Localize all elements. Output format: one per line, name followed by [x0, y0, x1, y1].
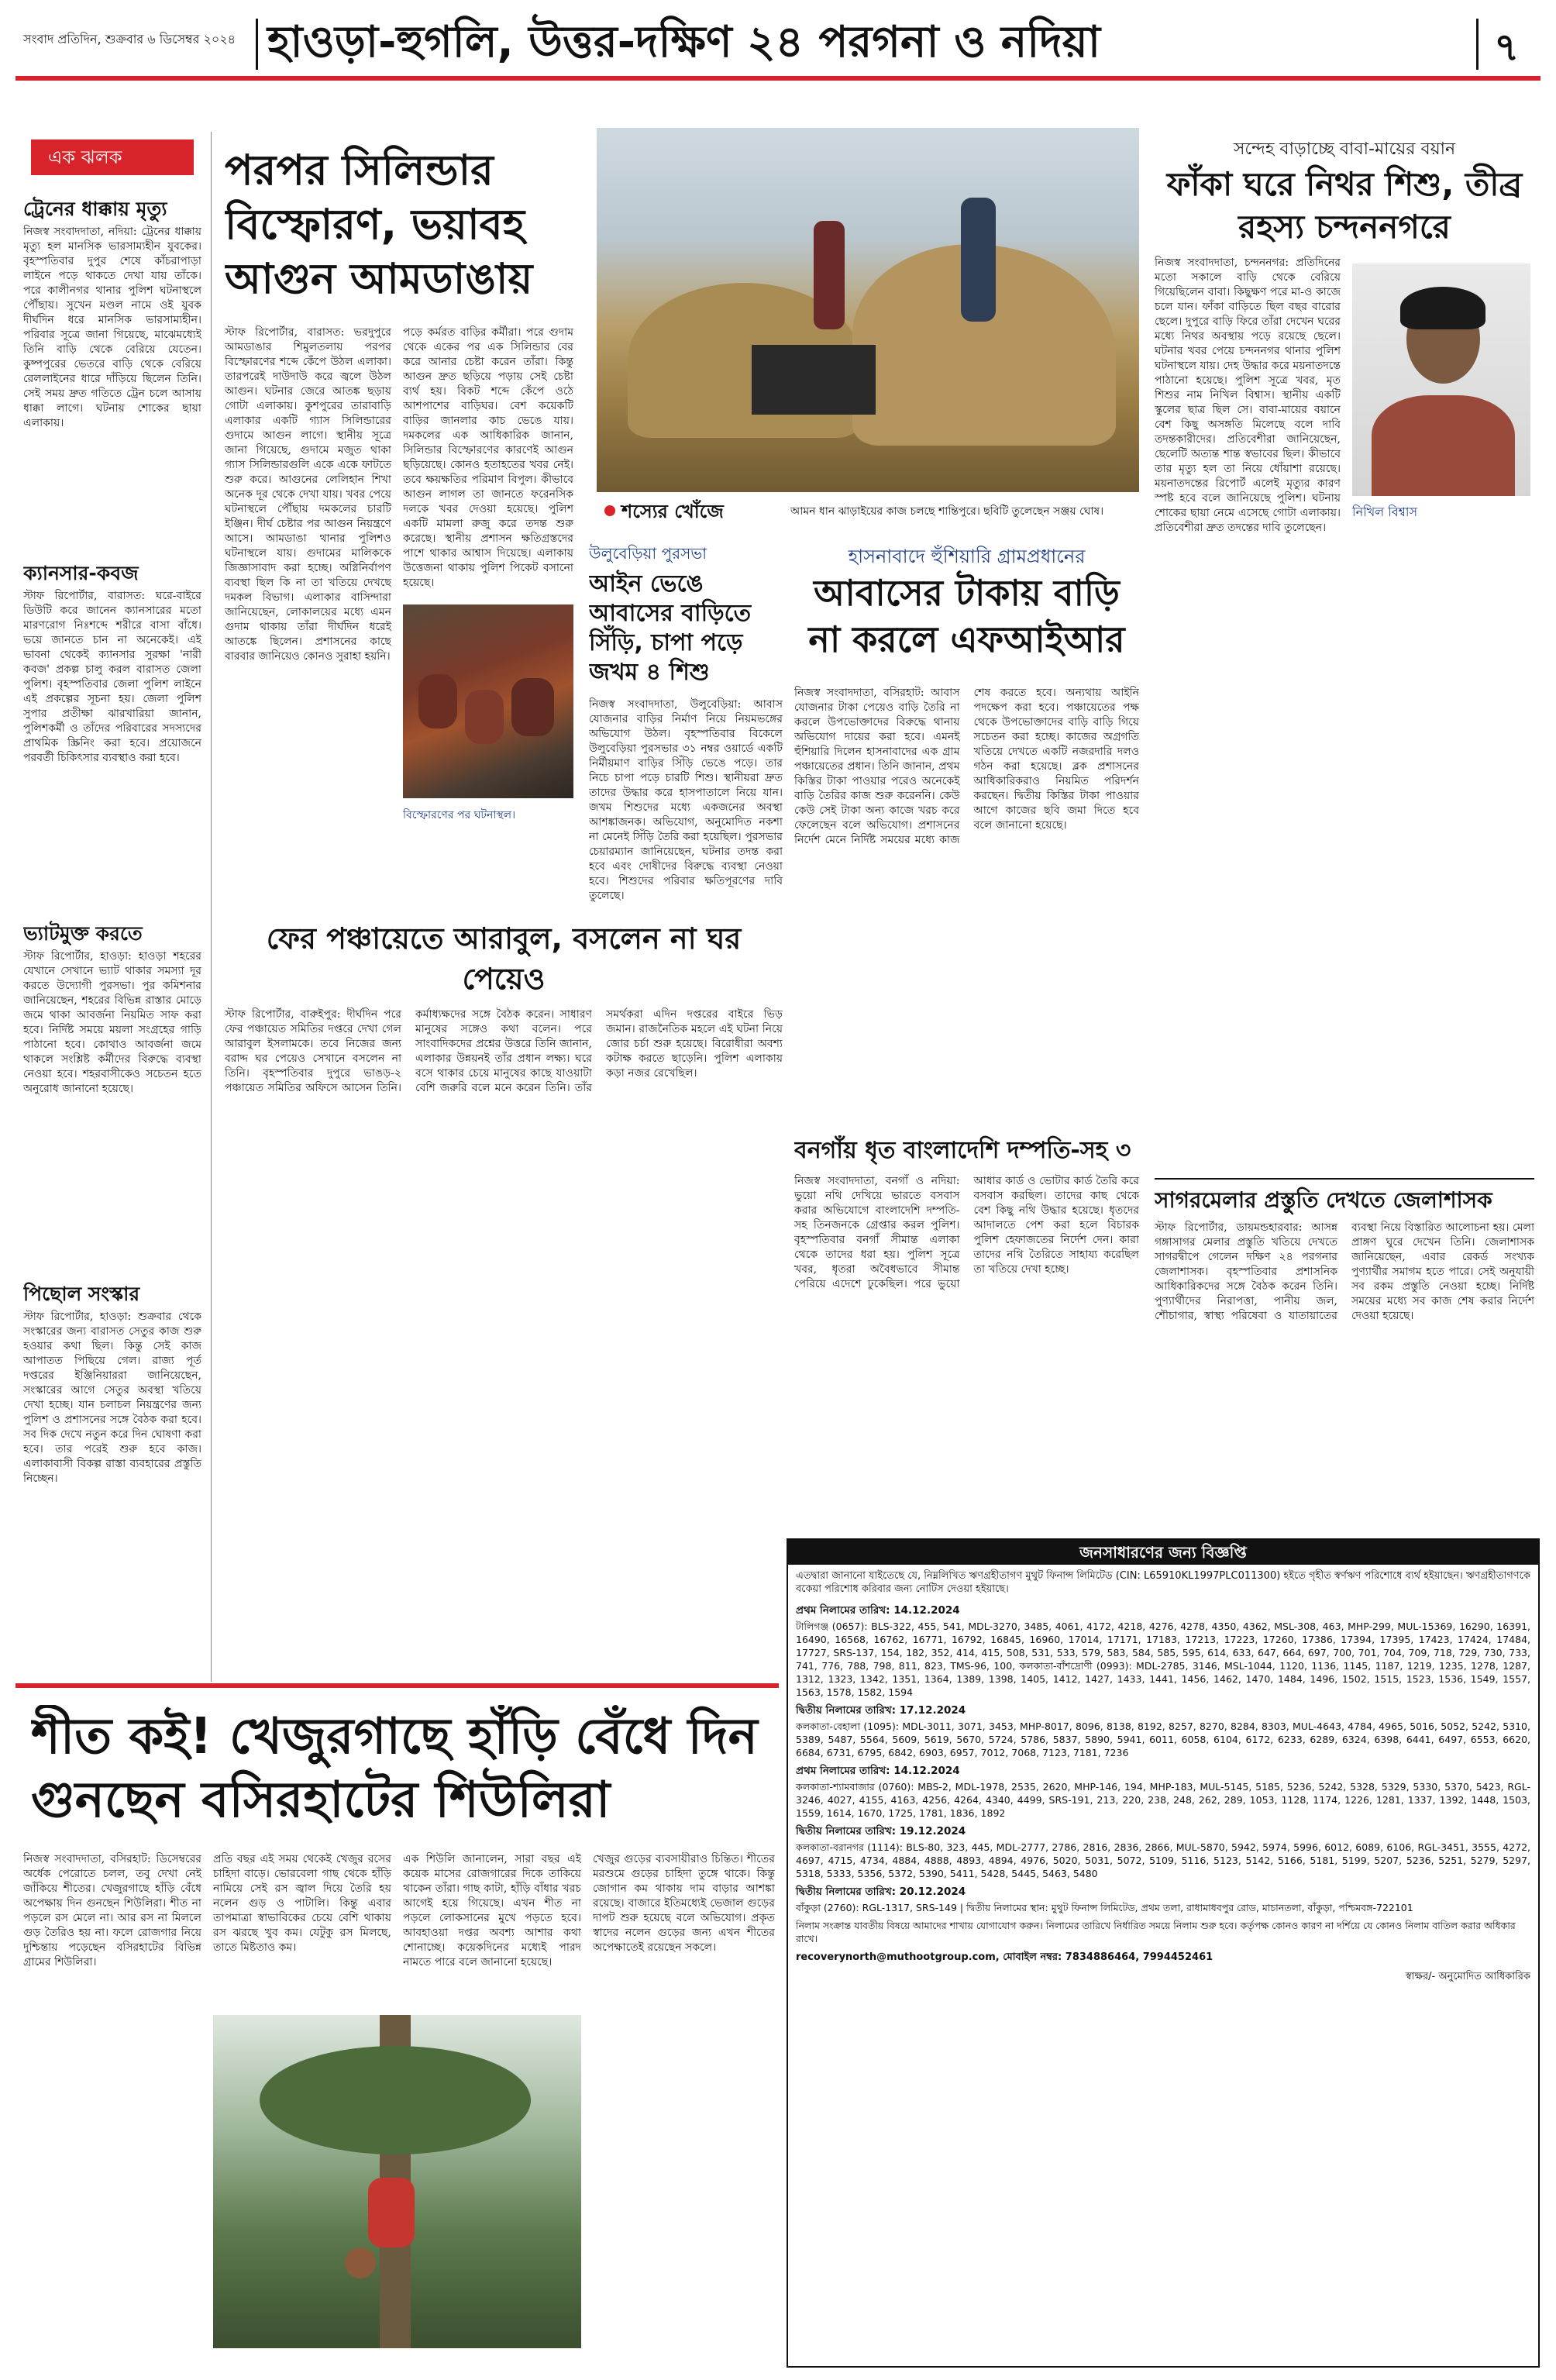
notice-section-0	[788, 1600, 1538, 1700]
notice-date-label: দ্বিতীয় নিলামের তারিখ: 20.12.2024	[796, 1886, 966, 1898]
item1-body: নিজস্ব সংবাদদাতা, নদিয়া: ট্রেনের ধাক্কায় মৃত্যু হল মানসিক ভারসাম্যহীন যুবকের। বৃহস্পতিবার দুপুর শেষে কাঁচরাপাড়া লাইনে পড়ে থাকতে দেখা যায় তাঁকে। পরে কালীনগর থানার পুলিশ ঘটনাস্থলে পৌঁছায়। সুখেন মণ্ডল নামে ওই যুবক দীর্ঘদিন ধরে মানসিক ভারসাম্যহীন। পরিবার সূত্রে জানা গিয়েছে, মাঝেমধ্যেই তিনি বাড়ি থেকে বেরিয়ে যেতেন। কুষ্পপুরের ভেতরে বাড়ি থেকে বেরিয়ে রেললাইনের ধারে দাঁড়িয়ে ছিলেন তিনি। সেই সময় দ্রুত গতিতে ট্রেন চলে আসায় ধাক্কা লাগে। ঘটনায় শোকের ছায়া এলাকায়।	[23, 226, 201, 429]
araabul-body: স্টাফ রিপোর্টার, বারুইপুর: দীর্ঘদিন পরে ফের পঞ্চায়েত সমিতির দপ্তরে দেখা গেল আরাবুল ইসলামকে। তবে নিজের জন্য বরাদ্দ ঘর পেয়েও সেখানে বসলেন না তিনি। বৃহস্পতিবার দুপুরে ভাঙড়-২ পঞ্চায়েত সমিতির অফিসে আসেন তিনি। কর্মাধ্যক্ষদের সঙ্গে বৈঠক করেন। সাধারণ মানুষের সঙ্গেও কথা বলেন। পরে সাংবাদিকদের প্রশ্নের উত্তরে তিনি জানান, এলাকার উন্নয়নই তাঁর প্রধান লক্ষ্য। ঘরে বসে থাকার চেয়ে মানুষের কাছে যাওয়াটা বেশি জরুরি বলে মনে করেন তিনি। তাঁর সমর্থকরা এদিন দপ্তরের বাইরে ভিড় জমান। রাজনৈতিক মহলে এই ঘটনা নিয়ে জোর চর্চা শুরু হয়েছে। বিরোধীরা অবশ্য কটাক্ষ করতে ছাড়েনি। পুলিশ এলাকায় কড়া নজর রেখেছিল।	[225, 1008, 783, 1094]
item4-headline: পিছোল সংস্কার	[23, 1283, 140, 1305]
bongaon-body: নিজস্ব সংবাদদাতা, বনগাঁ ও নদিয়া: ভুয়ো নথি দেখিয়ে ভারতে বসবাস করার অভিযোগে বাংলাদেশি দম্পতি-সহ তিনজনকে গ্রেপ্তার করল পুলিশ। বৃহস্পতিবার বনগাঁ সীমান্ত এলাকা থেকে তাদের ধরা হয়। পুলিশ সূত্রে খবর, ধৃতরা অবৈধভাবে সীমান্ত পেরিয়ে এদেশে ঢুকেছিল। পরে ভুয়ো আধার কার্ড ও ভোটার কার্ড তৈরি করে বসবাস করছিল। তাদের কাছ থেকে বেশ কিছু নথি উদ্ধার হয়েছে। ধৃতদের আদালতে পেশ করা হলে বিচারক পুলিশ হেফাজতের নির্দেশ দেন। কারা তাদের নথি তৈরিতে সাহায্য করেছিল তা খতিয়ে দেখা হচ্ছে।	[794, 1175, 1139, 1290]
khejur-body-col1: নিজস্ব সংবাদদাতা, বসিরহাট: ডিসেম্বরের অর্ধেক পেরোতে চলল, তবু দেখা নেই জাঁকিয়ে শীতের। খেজুরগাছে হাঁড়ি বেঁধে অপেক্ষায় দিন গুনছেন শিউলিরা। শীত না পড়লে রস মেলে না। আর রস না মিললে গুড় তৈরিও হয় না। ফলে রোজগার নিয়ে দুশ্চিন্তায় পড়েছেন বসিরহাটের বিভিন্ন গ্রামের শিউলিরা।	[23, 1853, 201, 1968]
notice-contact: recoverynorth@muthootgroup.com, মোবাইল নম্বর: 7834886464, 7994452461	[796, 1951, 1213, 1963]
sagar-headline: সাগরমেলার প্রস্তুতি দেখতে জেলাশাসক	[1155, 1187, 1492, 1213]
notice-section-2	[788, 1761, 1538, 1821]
masthead-separator-right	[1476, 19, 1479, 70]
notice-date-label: দ্বিতীয় নিলামের তারিখ: 19.12.2024	[796, 1825, 966, 1838]
uluberia-body: নিজস্ব সংবাদদাতা, উলুবেড়িয়া: আবাস যোজনার বাড়ির নির্মাণ নিয়ে নিয়মভঙ্গের অভিযোগ উঠল। বৃহস্পতিবার বিকেলে উলুবেড়িয়া পুরসভার ৩১ নম্বর ওয়ার্ডে একটি নির্মীয়মাণ বাড়ির সিঁড়ি ভেঙে পড়ে। তার নিচে চাপা পড়ে চারটি শিশু। স্থানীয়রা দ্রুত তাদের উদ্ধার করে হাসপাতালে নিয়ে যান। জখম শিশুদের মধ্যে একজনের অবস্থা আশঙ্কাজনক। অভিযোগ, অনুমোদিত নকশা না মেনেই সিঁড়ি তৈরি করা হয়েছিল। পুরসভার চেয়ারম্যান জানিয়েছেন, ঘটনার তদন্ত করা হবে এবং দোষীদের বিরুদ্ধে ব্যবস্থা নেওয়া হবে। শিশুদের পরিবার ক্ষতিপূরণের দাবি তুলেছে।	[589, 698, 783, 902]
masthead-title: হাওড়া-হুগলি, উত্তর-দক্ষিণ ২৪ পরগনা ও নদিয়া	[267, 17, 1100, 67]
cylinder-headline: পরপর সিলিন্ডার বিস্ফোরণ, ভয়াবহ আগুন আমডাঙায়	[225, 146, 533, 303]
sagar-top-rule	[1155, 1178, 1534, 1180]
page-number: ৭	[1494, 25, 1520, 70]
bongaon-headline: বনগাঁয় ধৃত বাংলাদেশি দম্পতি-সহ ৩	[794, 1137, 1131, 1164]
notice-text: টালিগঞ্জ (0657): BLS-322, 455, 541, MDL-3270, 3485, 4061, 4172, 4218, 4276, 4278, 4350, 4362, MSL-308, 463, MHP-299, MUL-15369, 16290, 16391, 16490, 16568, 16762, 16771, 16792, 16845, 16960, 17014, 17171, 17183, 17213, 17223, 17260, 17386, 17394, 17395, 17423, 17424, 17484, 17727, SRS-137, 154, 182, 352, 414, 415, 508, 531, 533, 579, 583, 584, 585, 595, 614, 633, 647, 664, 697, 700, 701, 704, 709, 718, 729, 730, 733, 741, 776, 788, 798, 811, 823, TMS-96, 100, কলকাতা-বাঁশদ্রোণী (0993): MDL-2785, 3146, MSL-1044, 1120, 1136, 1145, 1187, 1219, 1235, 1278, 1287, 1312, 1323, 1342, 1351, 1364, 1389, 1398, 1405, 1412, 1427, 1433, 1441, 1456, 1462, 1470, 1484, 1496, 1502, 1515, 1523, 1536, 1549, 1557, 1563, 1578, 1582, 1594	[796, 1621, 1530, 1698]
khejur-body-col4: খেজুর গুড়ের ব্যবসায়ীরাও চিন্তিত। শীতের মরশুমে গুড়ের চাহিদা তুঙ্গে থাকে। কিন্তু জোগান কম থাকায় দাম বাড়ার আশঙ্কা রয়েছে। বাজারে ইতিমধ্যেই ভেজাল গুড়ের দাপট শুরু হয়েছে বলে অভিযোগ। প্রকৃত স্বাদের নলেন গুড়ের জন্য এখন শীতের অপেক্ষাতেই রয়েছেন সকলে।	[593, 1853, 775, 1954]
palm-tree-photo	[213, 2015, 581, 2348]
khejur-body-col2: প্রতি বছর এই সময় থেকেই খেজুর রসের চাহিদা বাড়ে। ভোরবেলা গাছ থেকে হাঁড়ি নামিয়ে সেই রস জ্বাল দিয়ে তৈরি হয় নলেন গুড় ও পাটালি। কিন্তু এবার তাপমাত্রা স্বাভাবিকের চেয়ে বেশি থাকায় রস ঝরছে খুব কম। যেটুকু রস মিলছে, তাতে মিষ্টতাও কম।	[213, 1853, 391, 1954]
ek-jholok-label: এক ঝলক	[31, 139, 194, 175]
notice-box	[787, 1538, 1540, 2368]
harvest-caption-text: আমন ধান ঝাড়াইয়ের কাজ চলছে শান্তিপুরে। ছবিটি তুলেছেন সঞ্জয় ঘোষ।	[790, 505, 1104, 518]
red-dot-icon	[604, 505, 615, 516]
khejur-body-col3: এক শিউলি জানালেন, সারা বছর এই কয়েক মাসের রোজগারের দিকে তাকিয়ে থাকেন তাঁরা। গাছ কাটা, হাঁড়ি বাঁধার খরচ আগেই হয়ে গিয়েছে। এখন শীত না পড়লে লোকসানের মুখে পড়তে হবে। আবহাওয়া দপ্তর অবশ্য আশার কথা শোনাচ্ছে। কয়েকদিনের মধ্যেই পারদ নামতে পারে বলে জানানো হয়েছে।	[403, 1853, 581, 1968]
item3-body: স্টাফ রিপোর্টার, হাওড়া: হাওড়া শহরের যেখানে সেখানে ভ্যাট থাকার সমস্যা দূর করতে উদ্যোগী পুরসভা। পুর কমিশনার জানিয়েছেন, শহরের বিভিন্ন রাস্তার মোড়ে জমে থাকা আবর্জনা নিয়মিত সাফ করা হবে। নির্দিষ্ট সময়ে ময়লা সংগ্রহের গাড়ি পাঠানো হবে। কোথাও আবর্জনা জমে থাকলে সংশ্লিষ্ট কর্মীদের বিরুদ্ধে ব্যবস্থা নেওয়া হবে। শহরবাসীকেও সচেতন হতে অনুরোধ জানানো হয়েছে।	[23, 950, 201, 1095]
notice-section-4	[788, 1882, 1538, 1916]
notice-text: কলকাতা-শ্যামবাজার (0760): MBS-2, MDL-1978, 2535, 2620, MHP-146, 194, MHP-183, MUL-5145, 5185, 5236, 5242, 5328, 5329, 5330, 5370, 5423, RGL-3246, 4027, 4155, 4163, 4256, 4264, 4340, 4499, SRS-191, 213, 220, 238, 248, 262, 289, 1053, 1128, 1174, 1226, 1281, 1337, 1392, 1448, 1503, 1559, 1614, 1670, 1725, 1781, 1836, 1892	[796, 1781, 1530, 1819]
item1-headline: ট্রেনের ধাক্কায় মৃত্যু	[23, 198, 167, 220]
masthead-red-rule	[15, 76, 1541, 81]
notice-date-label: প্রথম নিলামের তারিখ: 14.12.2024	[796, 1765, 960, 1777]
missing-child-kicker: সন্দেহ বাড়াচ্ছে বাবা-মায়ের বয়ান	[1233, 139, 1456, 159]
item3-headline: ভ্যাটমুক্ত করতে	[23, 922, 143, 945]
item2-body: স্টাফ রিপোর্টার, বারাসত: ঘরে-বাইরে ডিউটি করে জানেন ক্যানসারের মতো মারণরোগ নিঃশব্দে শরীরে বাসা বাঁধে। ভয়ে জানতে চান না অনেকেই। এই ভাবনা থেকেই ক্যানসার সুরক্ষা 'নারী কবজ' প্রকল্প চালু করল বারাসত জেলা পুলিশ। বৃহস্পতিবার জেলা পুলিশ লাইনে এই প্রকল্পের সূচনা হয়। জেলা পুলিশ সুপার প্রতীক্ষা ঝারখারিয়া জানান, পুলিশকর্মী ও তাঁদের পরিবারের সদস্যদের প্রাথমিক স্ক্রিনিং করা হবে। প্রয়োজনে পরবর্তী চিকিৎসার ব্যবস্থাও করা হবে।	[23, 590, 201, 764]
missing-child-body-2	[1352, 527, 1534, 1170]
col-divider-1	[211, 132, 212, 1682]
khejur-headline: শীত কই! খেজুরগাছে হাঁড়ি বেঁধে দিন গুনছেন বসিরহাটের শিউলিরা	[31, 1708, 758, 1829]
uluberia-kicker: উলুবেড়িয়া পুরসভা	[589, 544, 707, 563]
harvest-photo	[597, 128, 1139, 492]
notice-text: কলকাতা-বরানগর (1114): BLS-80, 323, 445, MDL-2777, 2786, 2816, 2836, 2866, MUL-5870, 5942, 5974, 5996, 6012, 6089, 6106, RGL-3451, 3555, 4272, 4697, 4715, 4734, 4884, 4888, 4893, 4894, 4976, 5020, 5031, 5072, 5109, 5116, 5123, 5142, 5166, 5181, 5199, 5207, 5236, 5251, 5279, 5297, 5318, 5333, 5356, 5372, 5390, 5411, 5428, 5445, 5463, 5480	[796, 1841, 1530, 1879]
child-photo	[1352, 263, 1530, 496]
awas-body: নিজস্ব সংবাদদাতা, বসিরহাট: আবাস যোজনার টাকা পেয়েও বাড়ি তৈরি না করলে উপভোক্তাদের বিরুদ্ধে থানায় অভিযোগ দায়ের করা হবে। এমনই হুঁশিয়ারি দিলেন হাসনাবাদের এক গ্রাম পঞ্চায়েতের প্রধান। তিনি জানান, প্রথম কিস্তির টাকা পাওয়ার পরেও অনেকেই বাড়ি তৈরির কাজ শুরু করেননি। কেউ কেউ সেই টাকা অন্য কাজে খরচ করে ফেলেছেন বলে অভিযোগ। প্রশাসনের নির্দেশ মেনে নির্দিষ্ট সময়ের মধ্যে কাজ শেষ করতে হবে। অন্যথায় আইনি পদক্ষেপ করা হবে। পঞ্চায়েতের পক্ষ থেকে উপভোক্তাদের বাড়ি বাড়ি গিয়ে সচেতন করা হচ্ছে। কাজের অগ্রগতি খতিয়ে দেখতে একটি নজরদারি দলও গঠন করা হয়েছে। ব্লক প্রশাসনের আধিকারিকরাও নিয়মিত পরিদর্শন করছেন। দ্বিতীয় কিস্তির টাকা পাওয়ার আগে কাজের ছবি জমা দিতে হবে বলে জানানো হয়েছে।	[794, 687, 1139, 846]
notice-date-label: দ্বিতীয় নিলামের তারিখ: 17.12.2024	[796, 1704, 966, 1717]
notice-date-label: প্রথম নিলামের তারিখ: 14.12.2024	[796, 1604, 960, 1617]
missing-child-headline: ফাঁকা ঘরে নিথর শিশু, তীব্র রহস্য চন্দননগরে	[1166, 165, 1523, 246]
child-photo-caption: নিখিল বিশ্বাস	[1352, 505, 1418, 519]
sagar-body: স্টাফ রিপোর্টার, ডায়মন্ডহারবার: আসন্ন গঙ্গাসাগর মেলার প্রস্তুতি খতিয়ে দেখতে সাগরদ্বীপে গেলেন দক্ষিণ ২৪ পরগনার জেলাশাসক। বৃহস্পতিবার প্রশাসনিক আধিকারিকদের সঙ্গে বৈঠক করেন তিনি। পুণ্যার্থীদের নিরাপত্তা, পানীয় জল, শৌচাগার, স্বাস্থ্য পরিষেবা ও যাতায়াতের ব্যবস্থা নিয়ে বিস্তারিত আলোচনা হয়। মেলা প্রাঙ্গণ ঘুরে দেখেন তিনি। জেলাশাসক জানিয়েছেন, এবার রেকর্ড সংখ্যক পুণ্যার্থীর সমাগম হতে পারে। সেই অনুযায়ী সব রকম প্রস্তুতি নেওয়া হচ্ছে। নির্দিষ্ট সময়ের মধ্যে সব কাজ শেষ করার নির্দেশ দেওয়া হয়েছে।	[1155, 1221, 1534, 1322]
uluberia-headline: আইন ভেঙে আবাসের বাড়িতে সিঁড়ি, চাপা পড়ে জখম ৪ শিশু	[589, 570, 752, 686]
section-red-rule	[15, 1683, 779, 1688]
masthead-separator	[256, 19, 258, 70]
item4-body: স্টাফ রিপোর্টার, হাওড়া: শুক্রবার থেকে সংস্কারের জন্য বারাসত সেতুর কাজ শুরু হওয়ার কথা ছিল। কিন্তু সেই কাজ আপাতত পিছিয়ে গেল। রাজ্য পূর্ত দপ্তরের ইঞ্জিনিয়াররা জানিয়েছেন, সংস্কারের আগে সেতুর অবস্থা খতিয়ে দেখা হচ্ছে। যান চলাচল নিয়ন্ত্রণের জন্য পুলিশ ও প্রশাসনের সঙ্গে বৈঠক করা হবে। সব দিক দেখে নতুন করে দিন ঘোষণা করা হবে। তার পরেই শুরু হবে কাজ। এলাকাবাসী বিকল্প রাস্তা ব্যবহারের প্রস্তুতি নিচ্ছেন।	[23, 1311, 201, 1485]
awas-headline: আবাসের টাকায় বাড়ি না করলে এফআইআর	[808, 572, 1125, 660]
cylinder-photo-caption: বিস্ফোরণের পর ঘটনাস্থল।	[403, 809, 516, 821]
item2-headline: ক্যানসার-কবজ	[23, 562, 139, 584]
notice-section-3	[788, 1821, 1538, 1882]
harvest-caption-label: শস্যের খোঁজে	[621, 501, 724, 522]
notice-text: বাঁকুড়া (2760): RGL-1317, SRS-149 | দ্বিতীয় নিলামের স্থান: মুথুট ফিনান্স লিমিটেড, প্রথম তলা, রাধামাধবপুর রোড, মাচানতলা, বাঁকুড়া, পশ্চিমবঙ্গ-722101	[796, 1902, 1413, 1913]
cylinder-photo	[403, 604, 573, 798]
masthead-left-info: সংবাদ প্রতিদিন, শুক্রবার ৬ ডিসেম্বর ২০২৪	[23, 32, 236, 46]
cylinder-body-col1: স্টাফ রিপোর্টার, বারাসত: ভরদুপুরে আমডাঙার শিমুলতলায় পরপর বিস্ফোরণের শব্দে কেঁপে উঠল এলাকা। তারপরেই দাউদাউ করে জ্বলে উঠল আগুন। ঘটনার জেরে আতঙ্ক ছড়ায় গোটা এলাকায়। কুশপুরের তারাবাড়ি এলাকার একটি গ্যাস সিলিন্ডারের গুদামে আগুন লাগে। স্থানীয় সূত্রে জানা গিয়েছে, গুদামে মজুত থাকা গ্যাস সিলিন্ডারগুলি একে একে ফাটতে শুরু করে। আগুনের লেলিহান শিখা অনেক দূর থেকে দেখা যায়। খবর পেয়ে ঘটনাস্থলে পৌঁছায় দমকলের চারটি ইঞ্জিন। দীর্ঘ চেষ্টার পর আগুন নিয়ন্ত্রণে আসে। আমডাঙা থানার পুলিশও ঘটনাস্থলে যায়। গুদামের মালিককে জিজ্ঞাসাবাদ করা হচ্ছে। অগ্নিনির্বাপণ ব্যবস্থা ছিল কি না তা খতিয়ে দেখছে দমকল বিভাগ। এলাকার বাসিন্দারা জানিয়েছেন, লোকালয়ের মধ্যে এমন গুদাম থাকায় তাঁরা দীর্ঘদিন ধরেই আতঙ্কে ছিলেন। প্রশাসনের কাছে বারবার জানিয়েও কোনও সুরাহা হয়নি।	[225, 326, 391, 663]
notice-section-1	[788, 1700, 1538, 1761]
notice-text: কলকাতা-বেহালা (1095): MDL-3011, 3071, 3453, MHP-8017, 8096, 8138, 8192, 8257, 8270, 8284, 8303, MUL-4643, 4784, 4965, 5016, 5052, 5242, 5310, 5389, 5487, 5564, 5609, 5619, 5670, 5724, 5786, 5837, 5890, 5941, 6011, 6058, 6104, 6172, 6233, 6289, 6324, 6398, 6441, 6497, 6553, 6620, 6684, 6731, 6795, 6842, 6903, 6957, 7012, 7068, 7123, 7181, 7236	[796, 1720, 1530, 1758]
missing-child-body: নিজস্ব সংবাদদাতা, চন্দননগর: প্রতিদিনের মতো সকালে বাড়ি থেকে বেরিয়ে গিয়েছিলেন বাবা। কিছুক্ষণ পরে মা-ও কাজে চলে যান। ফাঁকা বাড়িতে ছিল বছর বারোর ছেলে। দুপুরে বাড়ি ফিরে তাঁরা দেখেন ঘরের মধ্যে নিথর অবস্থায় পড়ে রয়েছে ছেলে। ঘটনার খবর পেয়ে চন্দননগর থানার পুলিশ ঘটনাস্থলে যায়। দেহ উদ্ধার করে ময়নাতদন্তে পাঠানো হয়েছে। পুলিশ সূত্রে খবর, মৃত শিশুর নাম নিখিল বিশ্বাস। স্থানীয় একটি স্কুলের ছাত্র ছিল সে। বাবা-মায়ের বয়ানে বেশ কিছু অসঙ্গতি মিলেছে বলে দাবি তদন্তকারীদের। প্রতিবেশীরা জানিয়েছেন, ছেলেটি অত্যন্ত শান্ত স্বভাবের ছিল। কীভাবে তার মৃত্যু হল তা নিয়ে ধোঁয়াশা রয়েছে। ময়নাতদন্তের রিপোর্ট এলেই মৃত্যুর কারণ স্পষ্ট হবে বলে জানিয়েছে পুলিশ। ঘটনায় শোকের ছায়া নেমে এসেছে গোটা এলাকায়। প্রতিবেশীরা দ্রুত তদন্তের দাবি তুলেছেন।	[1155, 257, 1341, 534]
notice-company: এতদ্বারা জানানো যাইতেছে যে, নিম্নলিখিত ঋণগ্রহীতাগণ মুথুট ফিনান্স লিমিটেড (CIN: L65910KL1997PLC011300) হইতে গৃহীত স্বর্ণঋণ পরিশোধে ব্যর্থ হইয়াছেন। ঋণগ্রহীতাগণকে বকেয়া পরিশোধ করিবার জন্য নোটিস দেওয়া হইয়াছে।	[796, 1570, 1530, 1595]
awas-kicker: হাসনাবাদে হুঁশিয়ারি গ্রামপ্রধানের	[848, 546, 1086, 567]
araabul-headline: ফের পঞ্চায়েতে আরাবুল, বসলেন না ঘর পেয়েও	[266, 921, 742, 996]
notice-sign: স্বাক্ষর/- অনুমোদিত আধিকারিক	[1405, 1971, 1530, 1982]
notice-footer: নিলাম সংক্রান্ত যাবতীয় বিষয়ে আমাদের শাখায় যোগাযোগ করুন। নিলামের তারিখে নির্ধারিত সময়ে নিলাম শুরু হবে। কর্তৃপক্ষ কোনও কারণ না দর্শিয়ে যে কোনও নিলাম বাতিল করার অধিকার রাখে।	[796, 1920, 1516, 1944]
notice-title: জনসাধারণের জন্য বিজ্ঞপ্তি	[788, 1540, 1538, 1565]
cylinder-body-col2: পড়ে কর্মরত বাড়ির কর্মীরা। পরে গুদাম থেকে একের পর এক সিলিন্ডার বের করে আনার চেষ্টা করেন তাঁরা। কিন্তু আগুন দ্রুত ছড়িয়ে পড়ায় সেই চেষ্টা ব্যর্থ হয়। বিকট শব্দে কেঁপে ওঠে আশপাশের বাড়িঘর। বেশ কয়েকটি বাড়ির জানলার কাচ ভেঙে যায়। দমকলের এক আধিকারিক জানান, সিলিন্ডার বিস্ফোরণের কারণেই আগুন ছড়িয়েছে। কোনও হতাহতের খবর নেই। তবে ক্ষয়ক্ষতির পরিমাণ বিপুল। কীভাবে আগুন লাগল তা জানতে ফরেনসিক দলকে খবর দেওয়া হয়েছে। পুলিশ একটি মামলা রুজু করে তদন্ত শুরু করেছে। স্থানীয় প্রশাসন ক্ষতিগ্রস্তদের পাশে থাকার আশ্বাস দিয়েছে। এলাকায় উত্তেজনা থাকায় পুলিশ পিকেট বসানো হয়েছে।	[403, 326, 573, 589]
